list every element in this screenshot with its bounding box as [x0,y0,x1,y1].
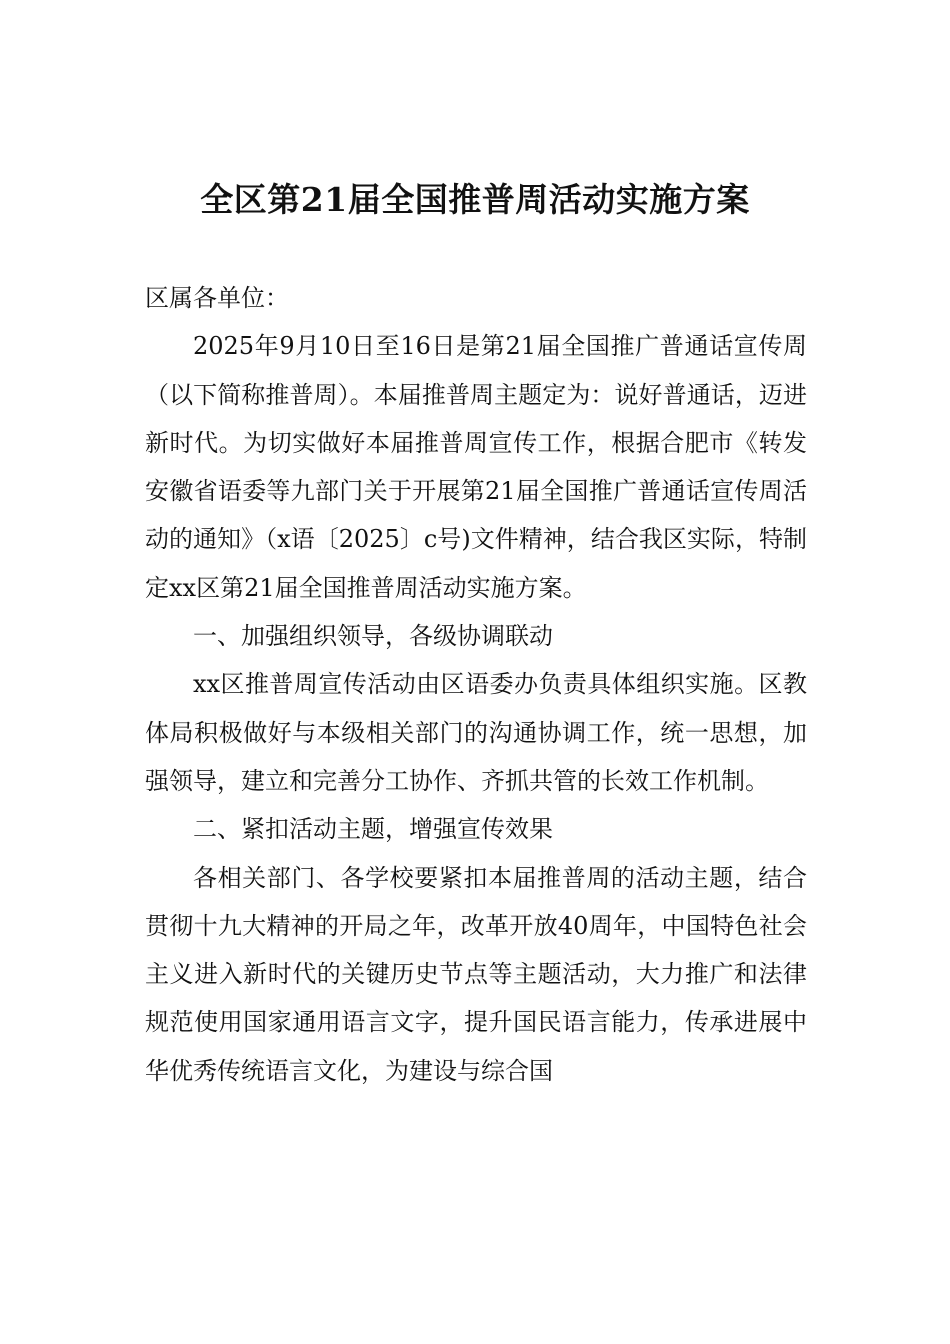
section-heading-2: 二、紧扣活动主题，增强宣传效果 [193,815,553,844]
salutation: 区属各单位： [145,284,289,312]
document-body [145,274,807,1095]
paragraph-section-1: xx区推普周宣传活动由区语委办负责具体组织实施。区教体局积极做好与本级相关部门的沟通协调工作，统一思想，加强领导，建立和完善分工协作、齐抓共管的长效工作机制。 [145,670,807,795]
paragraph-intro: 2025年9月10日至16日是第21届全国推广普通话宣传周（以下简称推普周）。本届推普周主题定为：说好普通话，迈进新时代。为切实做好本届推普周宣传工作，根据合肥市《转发安徽省语委等九部门关于开展第21届全国推广普通话宣传周活动的通知》（x语〔2025〕c号)文件精神，结合我区实际，特制定xx区第21届全国推普周活动实施方案。 [145,332,807,602]
paragraph-section-2: 各相关部门、各学校要紧扣本届推普周的活动主题，结合贯彻十九大精神的开局之年，改革开放40周年，中国特色社会主义进入新时代的关键历史节点等主题活动，大力推广和法律规范使用国家通用语言文字，提升国民语言能力，传承进展中华优秀传统语言文化，为建设与综合国 [145,863,807,1085]
document-title: 全区第21届全国推普周活动实施方案 [200,180,750,219]
section-heading-1: 一、加强组织领导，各级协调联动 [193,622,553,651]
